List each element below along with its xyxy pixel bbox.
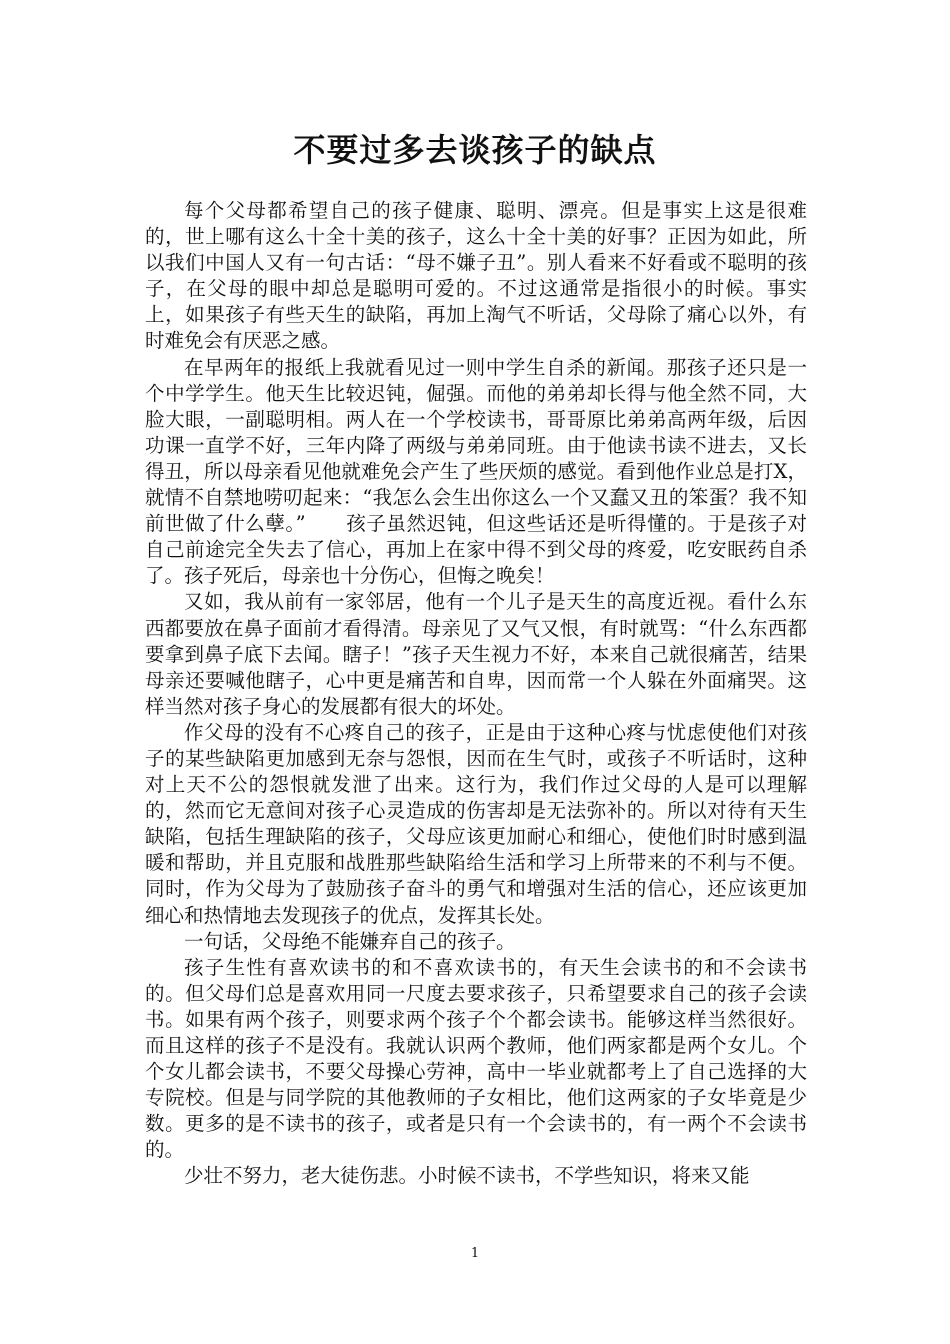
paragraph: 又如，我从前有一家邻居，他有一个儿子是天生的高度近视。看什么东西都要放在鼻子面前才看得清。母亲见了又气又恨，有时就骂：“什么东西都要拿到鼻子底下去闻。瞎子！”孩子天生视力不好，本来自己就很痛苦，结果母亲还要喊他瞎子，心中更是痛苦和自卑，因而常一个人躲在外面痛哭。这样当然对孩子身心的发展都有很大的坏处。 <box>145 590 807 718</box>
paragraph: 孩子生性有喜欢读书的和不喜欢读书的，有天生会读书的和不会读书的。但父母们总是喜欢用同一尺度去要求孩子，只希望要求自己的孩子会读书。如果有两个孩子，则要求两个孩子个个都会读书。能够这样当然很好。而且这样的孩子不是没有。我就认识两个教师，他们两家都是两个女儿。个个女儿都会读书，不要父母操心劳神，高中一毕业就都考上了自己选择的大专院校。但是与同学院的其他教师的子女相比，他们这两家的子女毕竟是少数。更多的是不读书的孩子，或者是只有一个会读书的，有一两个不会读书的。 <box>145 955 807 1162</box>
paragraph: 作父母的没有不心疼自己的孩子，正是由于这种心疼与忧虑使他们对孩子的某些缺陷更加感到无奈与怨恨，因而在生气时，或孩子不听话时，这种对上天不公的怨恨就发泄了出来。这行为，我们作过父母的人是可以理解的，然而它无意间对孩子心灵造成的伤害却是无法弥补的。所以对待有天生缺陷，包括生理缺陷的孩子，父母应该更加耐心和细心，使他们时时感到温暖和帮助，并且克服和战胜那些缺陷给生活和学习上所带来的不利与不便。同时，作为父母为了鼓励孩子奋斗的勇气和增强对生活的信心，还应该更加细心和热情地去发现孩子的优点，发挥其长处。 <box>145 720 807 927</box>
paragraph: 在早两年的报纸上我就看见过一则中学生自杀的新闻。那孩子还只是一个中学学生。他天生比较迟钝，倔强。而他的弟弟却长得与他全然不同，大脸大眼，一副聪明相。两人在一个学校读书，哥哥原比弟弟高两年级，后因功课一直学不好，三年内降了两级与弟弟同班。由于他读书读不进去，又长得丑，所以母亲看见他就难免会产生了些厌烦的感觉。看到他作业总是打X，就情不自禁地唠叨起来：“我怎么会生出你这么一个又蠢又丑的笨蛋？我不知前世做了什么孽。” 孩子虽然迟钝，但这些话还是听得懂的。于是孩子对自己前途完全失去了信心，再加上在家中得不到父母的疼爱，吃安眠药自杀了。孩子死后，母亲也十分伤心，但悔之晚矣！ <box>145 355 807 588</box>
paragraph: 每个父母都希望自己的孩子健康、聪明、漂亮。但是事实上这是很难的，世上哪有这么十全十美的孩子，这么十全十美的好事？正因为如此，所以我们中国人又有一句古话：“母不嫌子丑”。别人看来不好看或不聪明的孩子，在父母的眼中却总是聪明可爱的。不过这通常是指很小的时候。事实上，如果孩子有些天生的缺陷，再加上淘气不听话，父母除了痛心以外，有时难免会有厌恶之感。 <box>145 199 807 353</box>
paragraph: 少壮不努力，老大徒伤悲。小时候不读书，不学些知识，将来又能 <box>184 1164 750 1188</box>
document-body <box>145 198 807 1190</box>
paragraph: 一句话，父母绝不能嫌弃自己的孩子。 <box>184 929 516 953</box>
document-title: 不要过多去谈孩子的缺点 <box>293 131 657 169</box>
page-number: 1 <box>470 1246 480 1261</box>
